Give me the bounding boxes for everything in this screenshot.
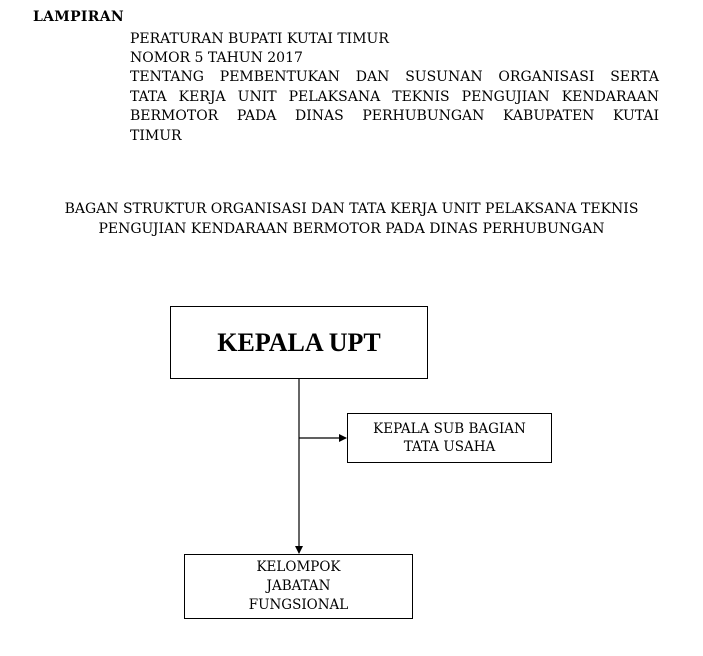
head-of-unit-label: KEPALA UPT (217, 327, 381, 357)
regulation-title: PERATURAN BUPATI KUTAI TIMUR (130, 31, 389, 47)
functional-group-box (184, 554, 413, 619)
regulation-about-line: BERMOTOR PADA DINAS PERHUBUNGAN KABUPATEN KUTAI (130, 108, 659, 124)
functional-group-line: FUNGSIONAL (248, 597, 349, 613)
chart-title-line: BAGAN STRUKTUR ORGANISASI DAN TATA KERJA UNIT PELAKSANA TEKNIS (64, 201, 639, 217)
chart-title-line: PENGUJIAN KENDARAAN BERMOTOR PADA DINAS PERHUBUNGAN (98, 221, 605, 237)
admin-subdivision-line: TATA USAHA (403, 439, 496, 455)
attachment-label: LAMPIRAN (33, 9, 124, 25)
regulation-about-line: TATA KERJA UNIT PELAKSANA TEKNIS PENGUJIAN KENDARAAN (130, 88, 659, 105)
regulation-about-line: TIMUR (130, 127, 182, 144)
admin-subdivision-box (347, 413, 552, 463)
functional-group-line: KELOMPOK (256, 559, 341, 575)
functional-group-line: JABATAN (266, 578, 331, 594)
admin-subdivision-line: KEPALA SUB BAGIAN (373, 421, 526, 437)
head-of-unit-box (170, 306, 428, 379)
regulation-about-line: TENTANG PEMBENTUKAN DAN SUSUNAN ORGANISASI SERTA (130, 69, 659, 85)
regulation-number: NOMOR 5 TAHUN 2017 (130, 50, 303, 66)
